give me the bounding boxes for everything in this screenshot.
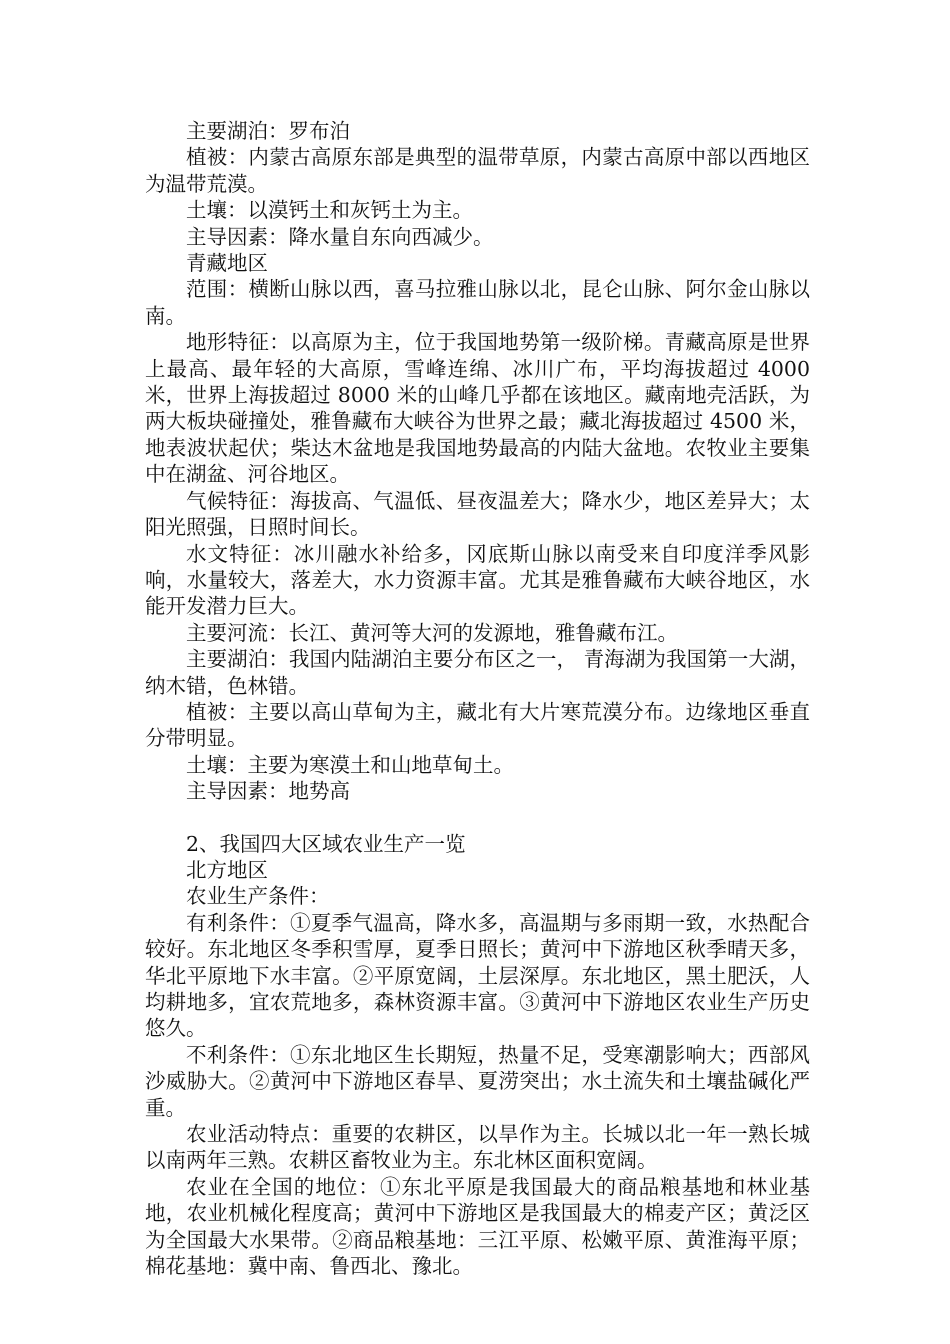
section-heading: 2、我国四大区域农业生产一览 <box>186 831 466 856</box>
section-heading: 青藏地区 <box>186 251 268 276</box>
paragraph: 主要河流：长江、黄河等大河的发源地，雅鲁藏布江。 <box>186 620 678 645</box>
section-heading: 北方地区 <box>186 857 268 882</box>
paragraph: 地形特征：以高原为主，位于我国地势第一级阶梯。青藏高原是世界上最高、最年轻的大高原，雪峰连绵、冰川广布，平均海拔超过 4000 米，世界上海拔超过 8000 米的山峰几乎都在该地区。藏南地壳活跃，为两大板块碰撞处，雅鲁藏布大峡谷为世界之最；藏北海拔超过 4500 米，地表波状起伏；柴达木盆地是我国地势最高的内陆大盆地。农牧业主要集中在湖盆、河谷地区。 <box>145 330 810 487</box>
paragraph: 气候特征：海拔高、气温低、昼夜温差大；降水少，地区差异大；太阳光照强，日照时间长。 <box>145 488 810 540</box>
document-page <box>145 118 810 1279</box>
paragraph: 不利条件：①东北地区生长期短，热量不足，受寒潮影响大；西部风沙威胁大。②黄河中下游地区春旱、夏涝突出；水土流失和土壤盐碱化严重。 <box>145 1042 810 1120</box>
paragraph: 土壤：以漠钙土和灰钙土为主。 <box>186 198 473 223</box>
paragraph: 主要湖泊：我国内陆湖泊主要分布区之一， 青海湖为我国第一大湖，纳木错，色林错。 <box>145 647 810 698</box>
paragraph: 主导因素：降水量自东向西减少。 <box>186 224 494 249</box>
paragraph: 水文特征：冰川融水补给多，冈底斯山脉以南受来自印度洋季风影响，水量较大，落差大，水力资源丰富。尤其是雅鲁藏布大峡谷地区，水能开发潜力巨大。 <box>145 541 810 619</box>
paragraph: 土壤：主要为寒漠土和山地草甸土。 <box>186 752 514 777</box>
paragraph: 农业活动特点：重要的农耕区，以旱作为主。长城以北一年一熟长城以南两年三熟。农耕区畜牧业为主。东北林区面积宽阔。 <box>145 1122 810 1173</box>
paragraph: 植被：主要以高山草甸为主，藏北有大片寒荒漠分布。边缘地区垂直分带明显。 <box>145 699 810 751</box>
paragraph: 农业生产条件： <box>186 884 330 909</box>
blank-line <box>145 805 810 831</box>
paragraph: 主导因素：地势高 <box>186 779 350 804</box>
paragraph: 主要湖泊：罗布泊 <box>186 119 350 143</box>
paragraph: 农业在全国的地位：①东北平原是我国最大的商品粮基地和林业基地，农业机械化程度高；黄河中下游地区是我国最大的棉麦产区；黄泛区为全国最大水果带。②商品粮基地：三江平原、松嫩平原、黄淮海平原；棉花基地：冀中南、鲁西北、豫北。 <box>145 1174 810 1279</box>
paragraph: 植被：内蒙古高原东部是典型的温带草原，内蒙古高原中部以西地区为温带荒漠。 <box>145 145 810 196</box>
paragraph: 有利条件：①夏季气温高，降水多，高温期与多雨期一致，水热配合较好。东北地区冬季积雪厚，夏季日照长；黄河中下游地区秋季晴天多，华北平原地下水丰富。②平原宽阔，土层深厚。东北地区，黑土肥沃，人均耕地多，宜农荒地多，森林资源丰富。③黄河中下游地区农业生产历史悠久。 <box>145 910 810 1041</box>
paragraph: 范围：横断山脉以西，喜马拉雅山脉以北，昆仑山脉、阿尔金山脉以南。 <box>145 277 810 328</box>
